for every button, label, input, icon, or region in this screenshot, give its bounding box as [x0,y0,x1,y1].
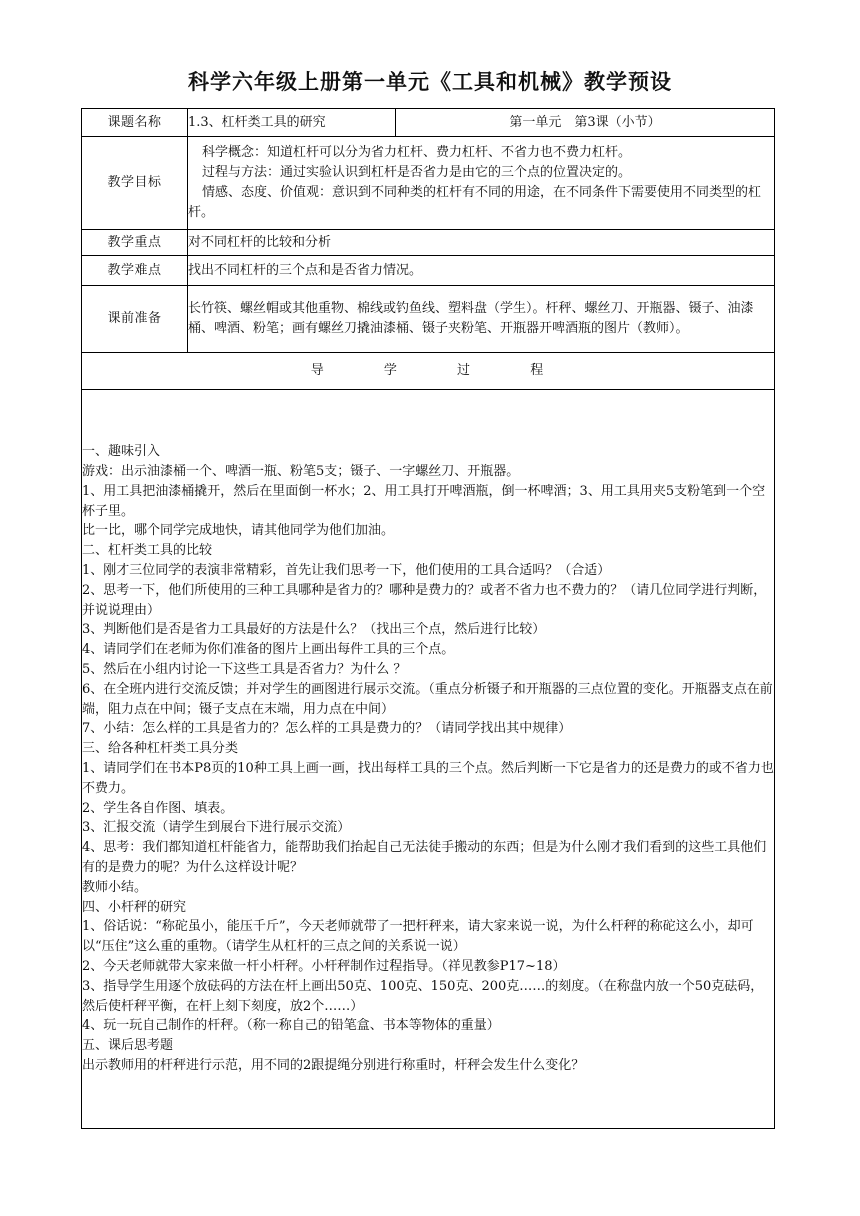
process-line: 一、趣味引入 [82,444,161,460]
process-line: 2、思考一下，他们所使用的三种工具哪种是省力的？哪种是费力的？或者不省力也不费力的？（请几位同学进行判断，并说说理由） [82,582,767,618]
goals-content [188,137,775,230]
process-line: 3、汇报交流（请学生到展台下进行展示交流） [82,820,351,836]
lesson-plan-table [81,108,775,1129]
difficulty-row [82,256,775,286]
process-line: 2、今天老师就带大家来做一杆小杆秤。小杆秤制作过程指导。（祥见教参P17~18） [82,958,566,974]
difficulty-label: 教学难点 [82,256,188,286]
goal-line: 情感、态度、价值观：意识到不同种类的杠杆有不同的用途，在不同条件下需要使用不同类型的杠杆。 [188,185,762,220]
process-heading: 导 学 过 程 [82,353,775,390]
process-line: 游戏：出示油漆桶一个、啤酒一瓶、粉笔5支；镊子、一字螺丝刀、开瓶器。 [82,464,520,480]
process-content [82,390,775,1129]
focus-label: 教学重点 [82,230,188,256]
prep-value: 长竹筷、螺丝帽或其他重物、棉线或钓鱼线、塑料盘（学生）。杆秤、螺丝刀、开瓶器、镊子、油漆桶、啤酒、粉笔；画有螺丝刀撬油漆桶、镊子夹粉笔、开瓶器开啤酒瓶的图片（教师）。 [188,286,775,353]
process-line: 6、在全班内进行交流反馈；并对学生的画图进行展示交流。（重点分析镊子和开瓶器的三点位置的变化。开瓶器支点在前端，阻力点在中间；镊子支点在末端，用力点在中间） [82,681,773,717]
process-line: 三、给各种杠杆类工具分类 [82,741,239,757]
process-line: 3、指导学生用逐个放砝码的方法在杆上画出50克、100克、150克、200克……的刻度。（在称盘内放一个50克砝码，然后使杆秤平衡，在杆上刻下刻度，放2个……） [82,978,764,1014]
process-row [82,390,775,1129]
prep-row [82,286,775,353]
goals-label: 教学目标 [82,137,188,230]
process-lines [82,442,774,1076]
goal-line: 过程与方法：通过实验认识到杠杆是否省力是由它的三个点的位置决定的。 [202,165,632,180]
process-line: 1、俗话说：“称砣虽小，能压千斤”，今天老师就带了一把杆秤来，请大家来说一说，为什么杆秤的称砣这么小，却可以“压住”这么重的重物。（请学生从杠杆的三点之间的关系说一说） [82,919,754,955]
process-line: 出示教师用的杆秤进行示范，用不同的2跟提绳分别进行称重时，杆秤会发生什么变化？ [82,1057,585,1073]
process-heading-row [82,353,775,390]
lesson-title-row [82,109,775,137]
process-line: 四、小杆秤的研究 [82,899,187,915]
process-line: 2、学生各自作图、填表。 [82,800,234,816]
process-line: 4、思考：我们都知道杠杆能省力，能帮助我们抬起自己无法徒手搬动的东西；但是为什么刚才我们看到的这些工具他们有的是费力的呢？为什么这样设计呢？ [82,840,767,875]
process-line: 1、请同学们在书本P8页的10种工具上画一画，找出每样工具的三个点。然后判断一下它是省力的还是费力的或不省力也不费力。 [82,761,774,796]
goal-line: 科学概念：知道杠杆可以分为省力杠杆、费力杠杆、不省力也不费力杠杆。 [202,145,632,160]
process-line: 比一比，哪个同学完成地快，请其他同学为他们加油。 [82,523,395,539]
prep-label: 课前准备 [82,286,188,353]
difficulty-value: 找出不同杠杆的三个点和是否省力情况。 [188,256,775,286]
lesson-title-value: 1.3、杠杆类工具的研究 [188,109,396,137]
process-line: 4、玩一玩自己制作的杆秤。（称一称自己的铅笔盒、书本等物体的重量） [82,1018,500,1034]
process-line: 5、然后在小组内讨论一下这些工具是否省力？为什么 ？ [82,662,407,678]
focus-row [82,230,775,256]
process-line: 教师小结。 [82,879,148,895]
focus-value: 对不同杠杆的比较和分析 [188,230,775,256]
document-title: 科学六年级上册第一单元《工具和机械》教学预设 [188,70,672,94]
process-line: 五、课后思考题 [82,1038,174,1054]
lesson-title-label: 课题名称 [82,109,188,137]
goals-row [82,137,775,230]
process-line: 1、刚才三位同学的表演非常精彩，首先让我们思考一下，他们使用的工具合适吗？（合适） [82,563,611,579]
process-line: 1、用工具把油漆桶撬开，然后在里面倒一杯水；2、用工具打开啤酒瓶，倒一杯啤酒；3、用工具用夹5支粉笔到一个空杯子里。 [82,483,766,519]
process-line: 3、判断他们是否是省力工具最好的方法是什么？（找出三个点，然后进行比较） [82,622,546,638]
process-line: 二、杠杆类工具的比较 [82,543,213,559]
process-line: 7、小结：怎么样的工具是省力的？怎么样的工具是费力的？（请同学找出其中规律） [82,721,572,737]
process-line: 4、请同学们在老师为你们准备的图片上画出每件工具的三个点。 [82,642,455,658]
unit-lesson-value: 第一单元 第3课（小节） [396,109,775,137]
